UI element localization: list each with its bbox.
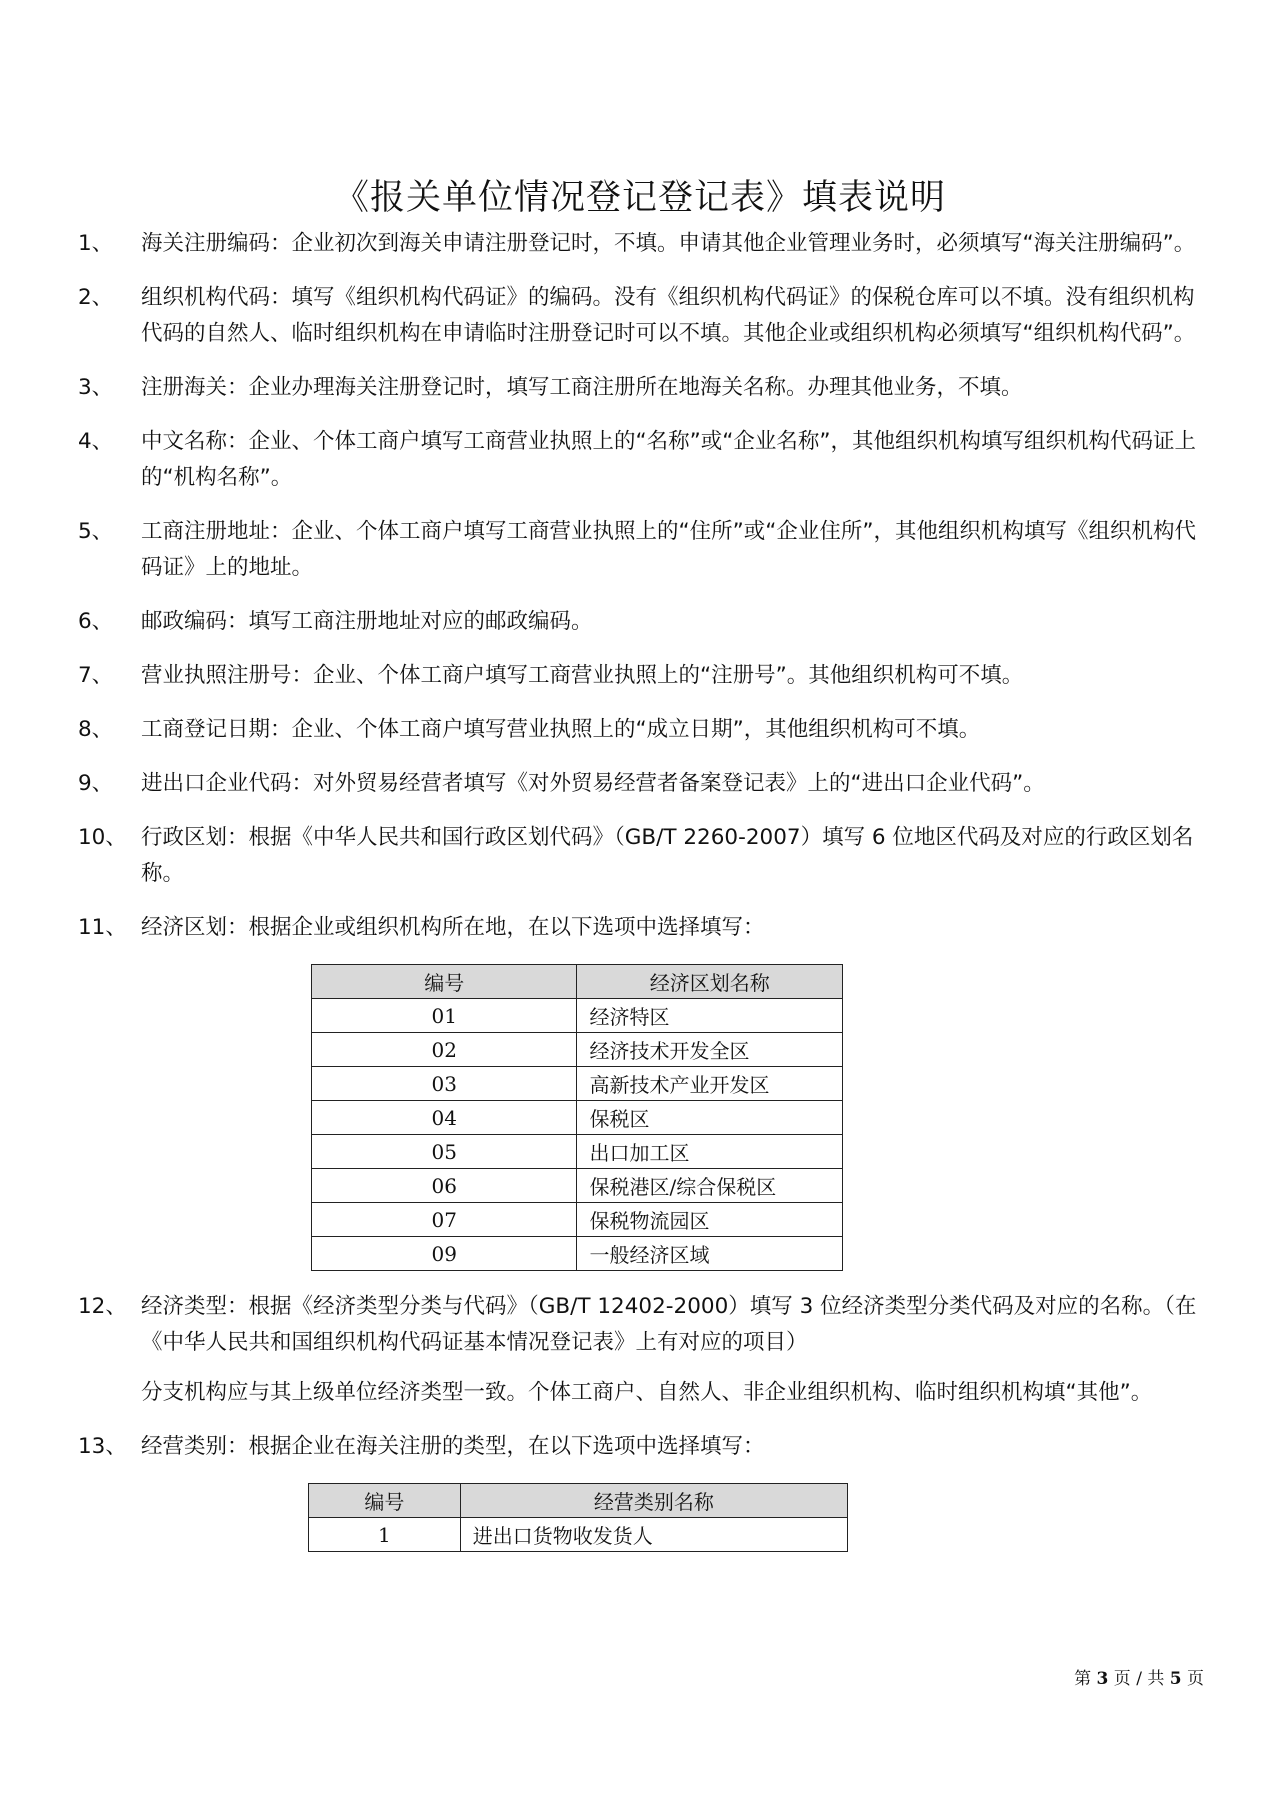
item-text: 行政区划：根据《中华人民共和国行政区划代码》（GB/T 2260-2007）填写 6 位地区代码及对应的行政区划名称。 [141,825,1194,886]
name-cell: 出口加工区 [577,1135,843,1169]
list-item [78,370,1208,406]
footer-middle: 页 / 共 [1113,1669,1165,1689]
name-cell: 高新技术产业开发区 [577,1067,843,1101]
column-header: 经营类别名称 [460,1484,847,1518]
code-cell: 01 [312,999,577,1033]
code-cell: 07 [312,1203,577,1237]
list-item [78,604,1208,640]
table-row [312,1067,843,1101]
item-text: 经济类型：根据《经济类型分类与代码》（GB/T 12402-2000）填写 3 位经济类型分类代码及对应的名称。（在《中华人民共和国组织机构代码证基本情况登记表》上有对应的项目） [141,1294,1197,1355]
table-row [312,999,843,1033]
page-total: 5 [1169,1669,1182,1689]
code-cell: 06 [312,1169,577,1203]
item-number: 1、 [78,231,114,256]
item-number: 2、 [78,285,114,310]
list-item [78,766,1208,802]
name-cell: 一般经济区域 [577,1237,843,1271]
econ-zone-table [311,964,843,1271]
code-cell: 02 [312,1033,577,1067]
item-number: 12、 [78,1294,127,1319]
item-text: 营业执照注册号：企业、个体工商户填写工商营业执照上的“注册号”。其他组织机构可不填。 [141,663,1024,688]
name-cell: 保税区 [577,1101,843,1135]
instruction-list [78,226,1208,1570]
list-item [78,820,1208,892]
code-cell: 05 [312,1135,577,1169]
list-item [78,226,1208,262]
column-header: 经济区划名称 [577,965,843,999]
table-row [312,1101,843,1135]
table-row [312,1033,843,1067]
table-header-row [309,1484,848,1518]
item-text: 经营类别：根据企业在海关注册的类型，在以下选项中选择填写： [141,1434,765,1459]
code-cell: 04 [312,1101,577,1135]
name-cell: 经济技术开发全区 [577,1033,843,1067]
name-cell: 进出口货物收发货人 [460,1518,847,1552]
item-text: 海关注册编码：企业初次到海关申请注册登记时，不填。申请其他企业管理业务时，必须填写“海关注册编码”。 [141,231,1196,256]
name-cell: 保税物流园区 [577,1203,843,1237]
item-number: 5、 [78,519,114,544]
table-row [312,1135,843,1169]
table-row [312,1169,843,1203]
item-number: 8、 [78,717,114,742]
list-item [78,712,1208,748]
table-row [312,1237,843,1271]
table-row [312,1203,843,1237]
list-item [78,514,1208,586]
list-item [78,424,1208,496]
table-row [309,1518,848,1552]
column-header: 编号 [312,965,577,999]
business-type-table [308,1483,848,1552]
item-text: 工商登记日期：企业、个体工商户填写营业执照上的“成立日期”，其他组织机构可不填。 [141,717,981,742]
item-number: 3、 [78,375,114,400]
item-text: 进出口企业代码：对外贸易经营者填写《对外贸易经营者备案登记表》上的“进出口企业代码”。 [141,771,1045,796]
item-number: 9、 [78,771,114,796]
item-text: 工商注册地址：企业、个体工商户填写工商营业执照上的“住所”或“企业住所”，其他组织机构填写《组织机构代码证》上的地址。 [141,519,1197,580]
footer-prefix: 第 [1074,1669,1092,1689]
item-number: 11、 [78,915,127,940]
item-number: 4、 [78,429,114,454]
item-text: 邮政编码：填写工商注册地址对应的邮政编码。 [141,609,593,634]
item-number: 6、 [78,609,114,634]
item-text: 注册海关：企业办理海关注册登记时，填写工商注册所在地海关名称。办理其他业务，不填。 [141,375,1023,400]
item-text: 中文名称：企业、个体工商户填写工商营业执照上的“名称”或“企业名称”，其他组织机构填写组织机构代码证上的“机构名称”。 [141,429,1197,490]
code-cell: 03 [312,1067,577,1101]
list-item [78,1429,1208,1465]
list-item [78,658,1208,694]
page-number: 3 [1096,1669,1109,1689]
page-footer [1074,1664,1204,1689]
page-title: 《报关单位情况登记登记表》填表说明 [333,178,946,219]
code-cell: 09 [312,1237,577,1271]
list-item [78,1289,1208,1411]
footer-suffix: 页 [1187,1669,1204,1689]
item-number: 13、 [78,1434,127,1459]
column-header: 编号 [309,1484,461,1518]
item-number: 7、 [78,663,114,688]
item-number: 10、 [78,825,127,850]
name-cell: 经济特区 [577,999,843,1033]
name-cell: 保税港区/综合保税区 [577,1169,843,1203]
item-note: 分支机构应与其上级单位经济类型一致。个体工商户、自然人、非企业组织机构、临时组织机构填“其他”。 [141,1380,1153,1405]
list-item [78,280,1208,352]
list-item [78,910,1208,946]
item-text: 组织机构代码：填写《组织机构代码证》的编码。没有《组织机构代码证》的保税仓库可以不填。没有组织机构代码的自然人、临时组织机构在申请临时注册登记时可以不填。其他企业或组织机构必须填写“组织机构代码”。 [141,285,1196,346]
code-cell: 1 [309,1518,461,1552]
table-header-row [312,965,843,999]
item-text: 经济区划：根据企业或组织机构所在地，在以下选项中选择填写： [141,915,765,940]
